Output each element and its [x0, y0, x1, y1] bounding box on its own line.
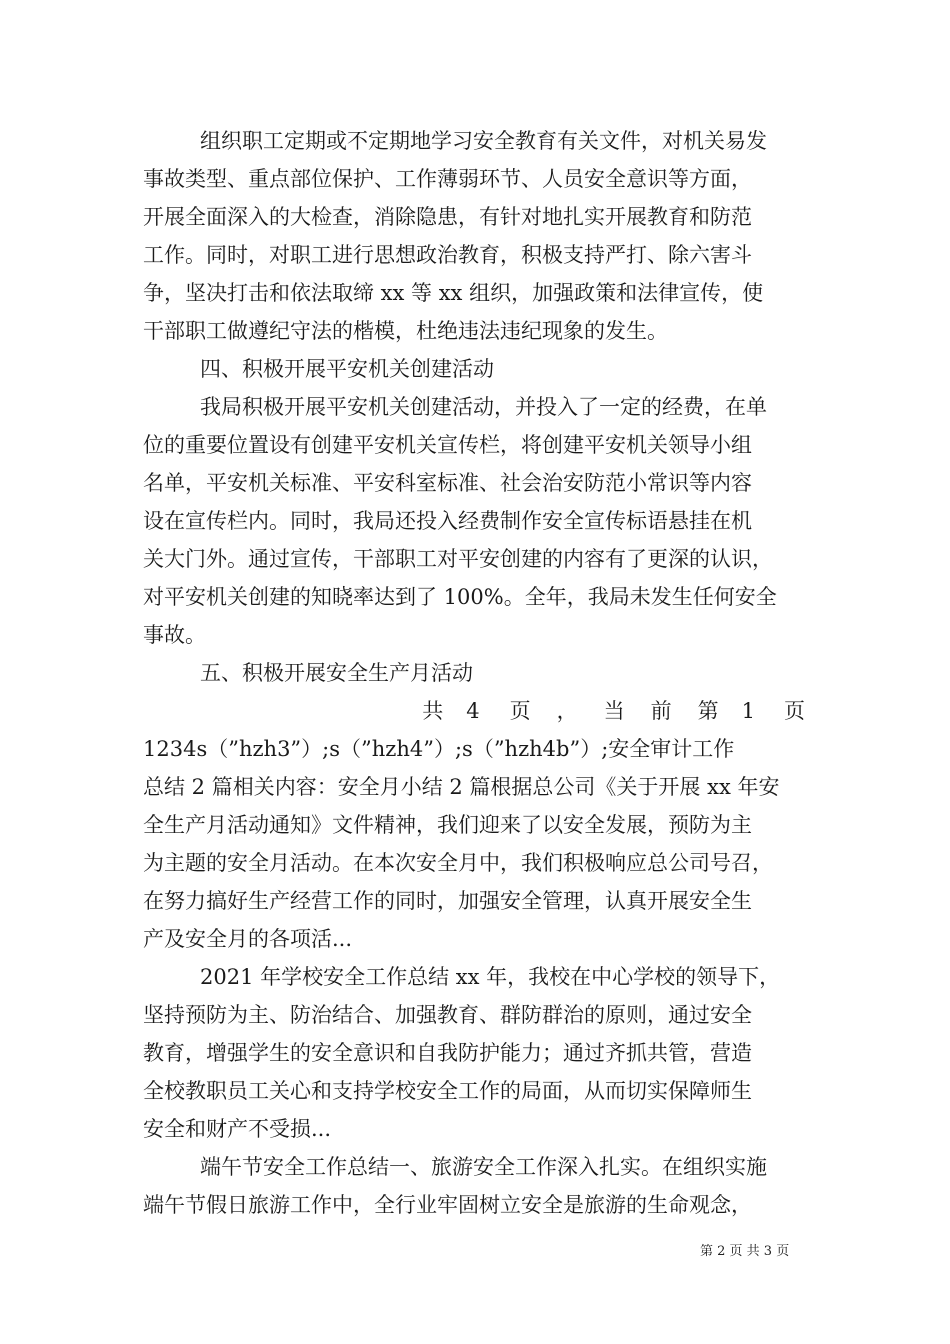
paragraph-line: 在努力搞好生产经营工作的同时，加强安全管理，认真开展安全生 — [143, 889, 752, 913]
page-count-char: 页 — [784, 699, 805, 723]
section-heading: 五、积极开展安全生产月活动 — [200, 661, 473, 685]
paragraph-line: 产及安全月的各项活... — [143, 927, 353, 951]
paragraph-line: 争，坚决打击和依法取缔 xx 等 xx 组织，加强政策和法律宣传，使 — [143, 281, 764, 305]
paragraph-line: 组织职工定期或不定期地学习安全教育有关文件，对机关易发 — [200, 129, 767, 153]
paragraph-line: 全生产月活动通知》文件精神，我们迎来了以安全发展，预防为主 — [143, 813, 752, 837]
paragraph-line: 端午节假日旅游工作中，全行业牢固树立安全是旅游的生命观念， — [143, 1193, 752, 1217]
paragraph-line: 坚持预防为主、防治结合、加强教育、群防群治的原则，通过安全 — [143, 1003, 752, 1027]
page-count-char: ， — [556, 699, 578, 723]
paragraph-line: 2021 年学校安全工作总结 xx 年，我校在中心学校的领导下， — [200, 965, 781, 989]
paragraph-line: 全校教职员工关心和支持学校安全工作的局面，从而切实保障师生 — [143, 1079, 752, 1103]
paragraph-line: 事故类型、重点部位保护、工作薄弱环节、人员安全意识等方面， — [143, 167, 752, 191]
paragraph-line: 事故。 — [143, 623, 206, 647]
paragraph-line: 名单，平安机关标准、平安科室标准、社会治安防范小常识等内容 — [143, 471, 752, 495]
page-count-line — [143, 692, 805, 730]
page-count-char: 1 — [741, 699, 755, 723]
page-count-char: 页 — [509, 699, 531, 723]
page-count-char: 当 — [603, 699, 625, 723]
paragraph-line: 关大门外。通过宣传，干部职工对平安创建的内容有了更深的认识， — [143, 547, 773, 571]
page-footer: 第 2 页 共 3 页 — [700, 1244, 790, 1259]
paragraph-line: 工作。同时，对职工进行思想政治教育，积极支持严打、除六害斗 — [143, 243, 752, 267]
paragraph-line: 教育，增强学生的安全意识和自我防护能力；通过齐抓共管，营造 — [143, 1041, 752, 1065]
section-heading: 四、积极开展平安机关创建活动 — [200, 357, 494, 381]
paragraph-line: 1234s（”hzh3”）;s（”hzh4”）;s（”hzh4b”）;安全审计工作 — [143, 737, 735, 761]
page-count-char: 前 — [650, 699, 672, 723]
page-count-char: 4 — [466, 699, 480, 723]
paragraph-line: 总结 2 篇相关内容：安全月小结 2 篇根据总公司《关于开展 xx 年安 — [143, 775, 780, 799]
paragraph-line: 开展全面深入的大检查，消除隐患，有针对地扎实开展教育和防范 — [143, 205, 752, 229]
page-count-char: 第 — [697, 699, 719, 723]
paragraph-line: 端午节安全工作总结一、旅游安全工作深入扎实。在组织实施 — [200, 1155, 767, 1179]
paragraph-line: 我局积极开展平安机关创建活动，并投入了一定的经费，在单 — [200, 395, 767, 419]
page-count-char: 共 — [422, 699, 444, 723]
paragraph-line: 干部职工做遵纪守法的楷模，杜绝违法违纪现象的发生。 — [143, 319, 668, 343]
paragraph-line: 对平安机关创建的知晓率达到了 100%。全年，我局未发生任何安全 — [143, 585, 777, 609]
paragraph-line: 位的重要位置设有创建平安机关宣传栏，将创建平安机关领导小组 — [143, 433, 752, 457]
paragraph-line: 设在宣传栏内。同时，我局还投入经费制作安全宣传标语悬挂在机 — [143, 509, 752, 533]
paragraph-line: 安全和财产不受损... — [143, 1117, 332, 1141]
paragraph-line: 为主题的安全月活动。在本次安全月中，我们积极响应总公司号召， — [143, 851, 773, 875]
